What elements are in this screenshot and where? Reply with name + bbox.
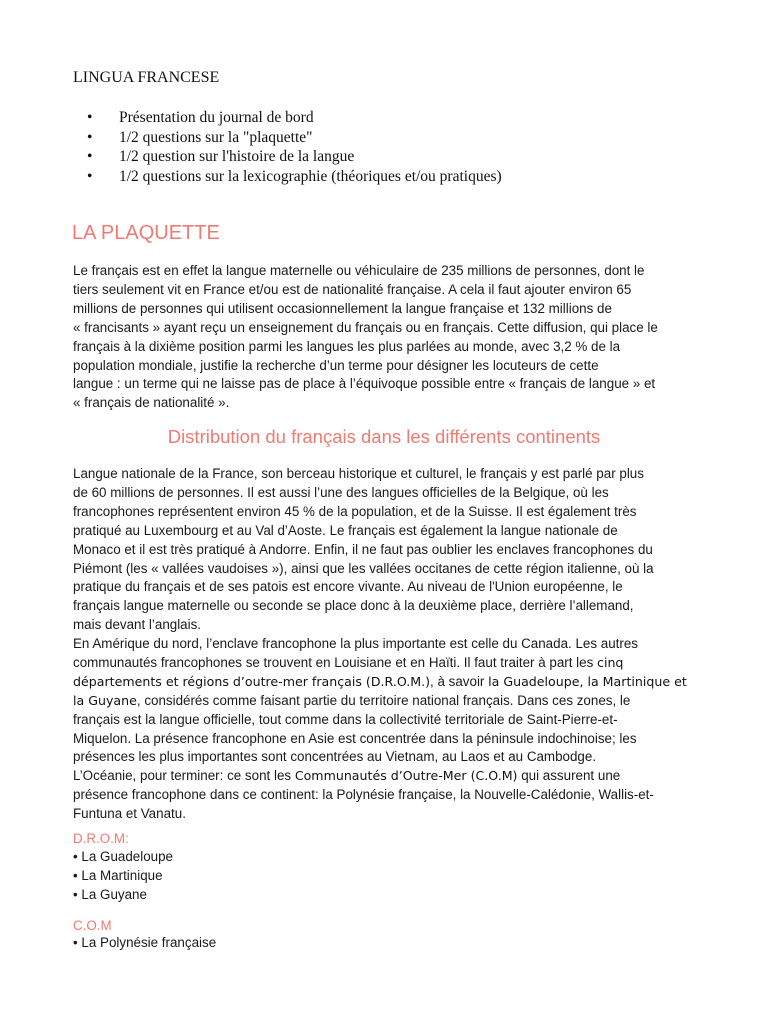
text-line: pratique du français et de ses patois est encore vivante. Au niveau de l'Union européenne, le <box>73 579 623 595</box>
highlighted-text: la Guyane <box>73 692 137 708</box>
paragraph-world <box>73 635 703 824</box>
drom-heading: D.R.O.M: <box>73 831 129 846</box>
list-item: • La Guyane <box>73 886 147 902</box>
bullet: • <box>87 148 93 165</box>
agenda-item <box>73 147 502 167</box>
text-line: francophones représentent environ 45 % de la population, et de la Suisse. Il est également très <box>73 503 637 519</box>
text-line: Monaco et il est très pratiqué à Andorre. Enfin, il ne faut pas oublier les enclaves francophones du <box>73 541 653 557</box>
list-item: • La Polynésie française <box>73 935 217 950</box>
bullet: • <box>87 167 93 185</box>
text-line: mais devant l’anglais. <box>73 617 202 633</box>
drom-list <box>73 848 173 905</box>
text-line: « francisants » ayant reçu un enseignement du français ou en français. Cette diffusion, qui place le <box>73 319 658 335</box>
text-segment: , considérés comme faisant partie du territoire national français. Dans ces zones, le <box>136 692 631 708</box>
bullet: • <box>87 128 93 146</box>
text-line: millions de personnes qui utilisent occasionnellement la langue française et 132 millions de <box>73 300 612 316</box>
agenda-item-text: 1/2 question sur l'histoire de la langue <box>119 148 355 165</box>
bullet: • <box>87 109 93 126</box>
text-line: présences les plus importantes sont concentrées au Vietnam, au Laos et au Cambodge. <box>73 749 597 765</box>
text-line: Funtuna et Vanatu. <box>73 806 186 822</box>
highlighted-text: départements et régions d’outre-mer français (D.R.O.M.) <box>73 673 431 689</box>
text-line <box>73 692 703 711</box>
paragraph-plaquette <box>73 262 703 413</box>
text-line: « français de nationalité ». <box>73 395 230 411</box>
agenda-item-text: Présentation du journal de bord <box>119 109 314 126</box>
text-line: présence francophone dans ce continent: la Polynésie française, la Nouvelle-Calédonie, Wallis-et- <box>73 787 654 803</box>
com-list <box>73 934 216 953</box>
text-segment: qui assurent une <box>517 768 621 784</box>
highlighted-text: Communautés d’Outre-Mer (C.O.M) <box>294 768 518 784</box>
agenda-list <box>73 108 502 186</box>
agenda-item <box>73 108 502 128</box>
text-line: langue : un terme qui ne laisse pas de place à l’équivoque possible entre « français de langue » et <box>73 376 656 392</box>
agenda-item-text: 1/2 questions sur la "plaquette" <box>119 128 313 146</box>
subheading-distribution: Distribution du français dans les différents continents <box>167 426 601 447</box>
text-segment: , à savoir <box>430 673 489 689</box>
text-line: français est la langue officielle, tout comme dans la collectivité territoriale de Saint-Pierre-et- <box>73 711 618 727</box>
text-segment: communautés francophones se trouvent en Louisiane et en Haïti. Il faut traiter à part les <box>73 654 598 670</box>
section-heading: LA PLAQUETTE <box>72 222 220 244</box>
text-line: Le français est en effet la langue maternelle ou véhiculaire de 235 millions de personnes, dont le <box>73 263 645 278</box>
highlighted-text: la Guadeloupe, la Martinique et <box>488 673 687 689</box>
agenda-item <box>73 167 502 187</box>
agenda-item <box>73 128 502 148</box>
text-line: Miquelon. La présence francophone en Asie est concentrée dans la péninsule indochinoise; les <box>73 730 637 746</box>
course-title: LINGUA FRANCESE <box>73 69 220 86</box>
highlighted-text: cinq <box>597 654 624 670</box>
paragraph-europe <box>73 465 703 635</box>
text-line: Langue nationale de la France, son berceau historique et culturel, le français y est parlé par plus <box>73 466 644 481</box>
text-line: français à la dixième position parmi les langues les plus parlées au monde, avec 3,2 % de la <box>73 338 621 354</box>
text-line: population mondiale, justifie la recherche d’un terme pour désigner les locuteurs de cette <box>73 357 599 373</box>
list-item: • La Martinique <box>73 867 163 883</box>
agenda-item-text: 1/2 questions sur la lexicographie (théoriques et/ou pratiques) <box>119 167 502 185</box>
text-line: de 60 millions de personnes. Il est aussi l’une des langues officielles de la Belgique, où les <box>73 484 609 500</box>
text-line: En Amérique du nord, l’enclave francophone la plus importante est celle du Canada. Les autres <box>73 636 638 651</box>
text-line: tiers seulement vit en France et/ou est de nationalité française. A cela il faut ajouter environ 65 <box>73 281 632 297</box>
text-line <box>73 767 703 786</box>
com-heading: C.O.M <box>73 918 112 933</box>
text-segment: L’Océanie, pour terminer: ce sont les <box>73 768 295 784</box>
text-line <box>73 673 703 692</box>
text-line <box>73 654 703 673</box>
text-line: Piémont (les « vallées vaudoises »), ainsi que les vallées occitanes de cette région italienne, où la <box>73 560 654 576</box>
text-line: français langue maternelle ou seconde se place donc à la deuxième place, derrière l’allemand, <box>73 598 634 614</box>
text-line: pratiqué au Luxembourg et au Val d’Aoste. Le français est également la langue nationale de <box>73 522 618 538</box>
list-item: • La Guadeloupe <box>73 849 173 864</box>
